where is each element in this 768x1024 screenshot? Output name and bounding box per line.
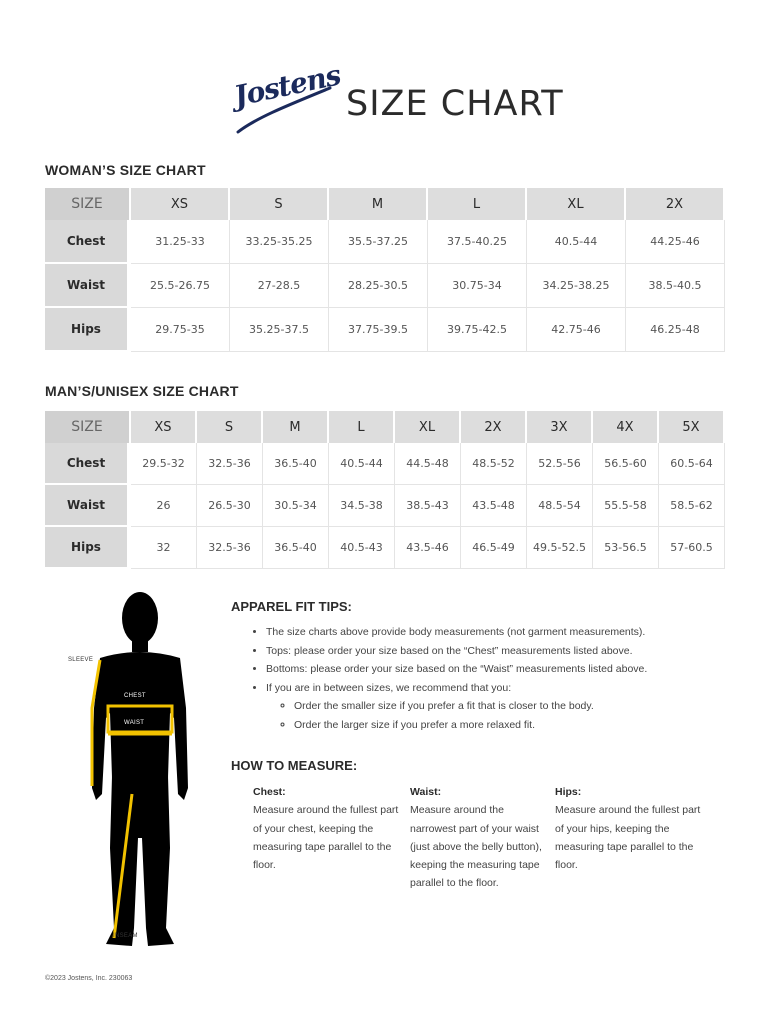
table-cell: 36.5-40 — [263, 443, 329, 485]
table-cell: 27-28.5 — [230, 264, 329, 308]
table-cell: 30.75-34 — [428, 264, 527, 308]
row-label: Chest — [45, 443, 131, 485]
size-column-header: XL — [395, 411, 461, 443]
row-label: Hips — [45, 308, 131, 352]
row-label: Waist — [45, 485, 131, 527]
table-cell: 35.5-37.25 — [329, 220, 428, 264]
table-cell: 25.5-26.75 — [131, 264, 230, 308]
table-cell: 38.5-40.5 — [626, 264, 725, 308]
row-label: Chest — [45, 220, 131, 264]
measure-waist — [410, 783, 546, 893]
size-column-header: 5X — [659, 411, 725, 443]
size-column-header: 2X — [461, 411, 527, 443]
table-cell: 26 — [131, 485, 197, 527]
how-to-measure-title: HOW TO MEASURE: — [231, 758, 358, 773]
measure-chest — [253, 783, 399, 874]
size-column-header: 3X — [527, 411, 593, 443]
table-row — [45, 220, 725, 264]
table-cell: 38.5-43 — [395, 485, 461, 527]
page-title: SIZE CHART — [346, 84, 564, 124]
tip-item — [266, 679, 766, 735]
table-cell: 46.25-48 — [626, 308, 725, 352]
size-column-header: M — [263, 411, 329, 443]
measure-waist-text: Measure around the narrowest part of your waist (just above the belly button), keeping the measuring tape parallel to the floor. — [410, 804, 542, 890]
jostens-logo — [231, 58, 344, 134]
womens-chart-title: WOMAN’S SIZE CHART — [45, 162, 206, 178]
table-cell: 32.5-36 — [197, 527, 263, 569]
table-cell: 40.5-43 — [329, 527, 395, 569]
header — [0, 58, 768, 138]
row-label: Hips — [45, 527, 131, 569]
size-column-header: S — [197, 411, 263, 443]
measure-waist-heading: Waist: — [410, 786, 442, 798]
logo-text: Jostens — [231, 58, 344, 113]
waist-label: WAIST — [124, 720, 145, 726]
table-cell: 43.5-48 — [461, 485, 527, 527]
measure-chest-heading: Chest: — [253, 786, 286, 798]
size-column-header: L — [329, 411, 395, 443]
table-cell: 40.5-44 — [329, 443, 395, 485]
table-cell: 29.5-32 — [131, 443, 197, 485]
row-label: Waist — [45, 264, 131, 308]
table-cell: 53-56.5 — [593, 527, 659, 569]
copyright-footer: ©2023 Jostens, Inc. 230063 — [45, 975, 133, 982]
table-cell: 35.25-37.5 — [230, 308, 329, 352]
size-header-cell: SIZE — [45, 188, 131, 220]
measure-hips — [555, 783, 701, 874]
table-cell: 36.5-40 — [263, 527, 329, 569]
table-cell: 56.5-60 — [593, 443, 659, 485]
table-cell: 32 — [131, 527, 197, 569]
tip-item-text: If you are in between sizes, we recommend that you: — [266, 681, 512, 694]
table-cell: 37.5-40.25 — [428, 220, 527, 264]
mens-size-table — [45, 411, 725, 569]
table-row — [45, 527, 725, 569]
measure-chest-text: Measure around the fullest part of your chest, keeping the measuring tape parallel to the floor. — [253, 804, 399, 872]
table-cell: 48.5-54 — [527, 485, 593, 527]
mens-chart-title: MAN’S/UNISEX SIZE CHART — [45, 383, 239, 399]
table-cell: 44.5-48 — [395, 443, 461, 485]
table-cell: 40.5-44 — [527, 220, 626, 264]
table-cell: 48.5-52 — [461, 443, 527, 485]
table-cell: 49.5-52.5 — [527, 527, 593, 569]
table-cell: 34.25-38.25 — [527, 264, 626, 308]
size-column-header: M — [329, 188, 428, 220]
table-cell: 58.5-62 — [659, 485, 725, 527]
table-cell: 33.25-35.25 — [230, 220, 329, 264]
figure-head — [122, 592, 158, 644]
size-column-header: 4X — [593, 411, 659, 443]
womens-size-table — [45, 188, 725, 352]
tip-sub-list — [266, 697, 766, 734]
table-cell: 39.75-42.5 — [428, 308, 527, 352]
table-row — [45, 308, 725, 352]
table-row — [45, 485, 725, 527]
table-cell: 28.25-30.5 — [329, 264, 428, 308]
size-column-header: XS — [131, 411, 197, 443]
measure-hips-heading: Hips: — [555, 786, 582, 798]
table-cell: 34.5-38 — [329, 485, 395, 527]
table-row — [45, 443, 725, 485]
measure-hips-text: Measure around the fullest part of your hips, keeping the measuring tape parallel to the floor. — [555, 804, 701, 872]
size-column-header: XS — [131, 188, 230, 220]
table-cell: 31.25-33 — [131, 220, 230, 264]
tip-item: • The size charts above provide body measurements (not garment measurements). — [266, 623, 766, 642]
table-cell: 32.5-36 — [197, 443, 263, 485]
table-cell: 60.5-64 — [659, 443, 725, 485]
table-cell: 37.75-39.5 — [329, 308, 428, 352]
table-cell: 52.5-56 — [527, 443, 593, 485]
tip-sub-item: ◦ Order the smaller size if you prefer a fit that is closer to the body. — [294, 697, 766, 716]
size-column-header: L — [428, 188, 527, 220]
table-cell: 57-60.5 — [659, 527, 725, 569]
table-cell: 29.75-35 — [131, 308, 230, 352]
table-cell: 44.25-46 — [626, 220, 725, 264]
tip-item: • Bottoms: please order your size based on the “Waist” measurements listed above. — [266, 660, 766, 679]
table-cell: 55.5-58 — [593, 485, 659, 527]
size-header-cell: SIZE — [45, 411, 131, 443]
chest-label: CHEST — [124, 693, 146, 699]
tip-item: • Tops: please order your size based on the “Chest” measurements listed above. — [266, 642, 766, 661]
table-row — [45, 264, 725, 308]
table-cell: 30.5-34 — [263, 485, 329, 527]
table-cell: 26.5-30 — [197, 485, 263, 527]
apparel-fit-tips-list — [252, 623, 766, 734]
tip-sub-item: ◦ Order the larger size if you prefer a more relaxed fit. — [294, 716, 766, 735]
table-cell: 43.5-46 — [395, 527, 461, 569]
apparel-fit-tips-title: APPAREL FIT TIPS: — [231, 599, 352, 614]
sleeve-label: SLEEVE — [68, 657, 94, 663]
body-measurement-figure — [70, 588, 200, 958]
size-column-header: S — [230, 188, 329, 220]
table-cell: 46.5-49 — [461, 527, 527, 569]
size-column-header: XL — [527, 188, 626, 220]
table-cell: 42.75-46 — [527, 308, 626, 352]
inseam-label: INSEAM — [113, 933, 138, 939]
size-column-header: 2X — [626, 188, 725, 220]
